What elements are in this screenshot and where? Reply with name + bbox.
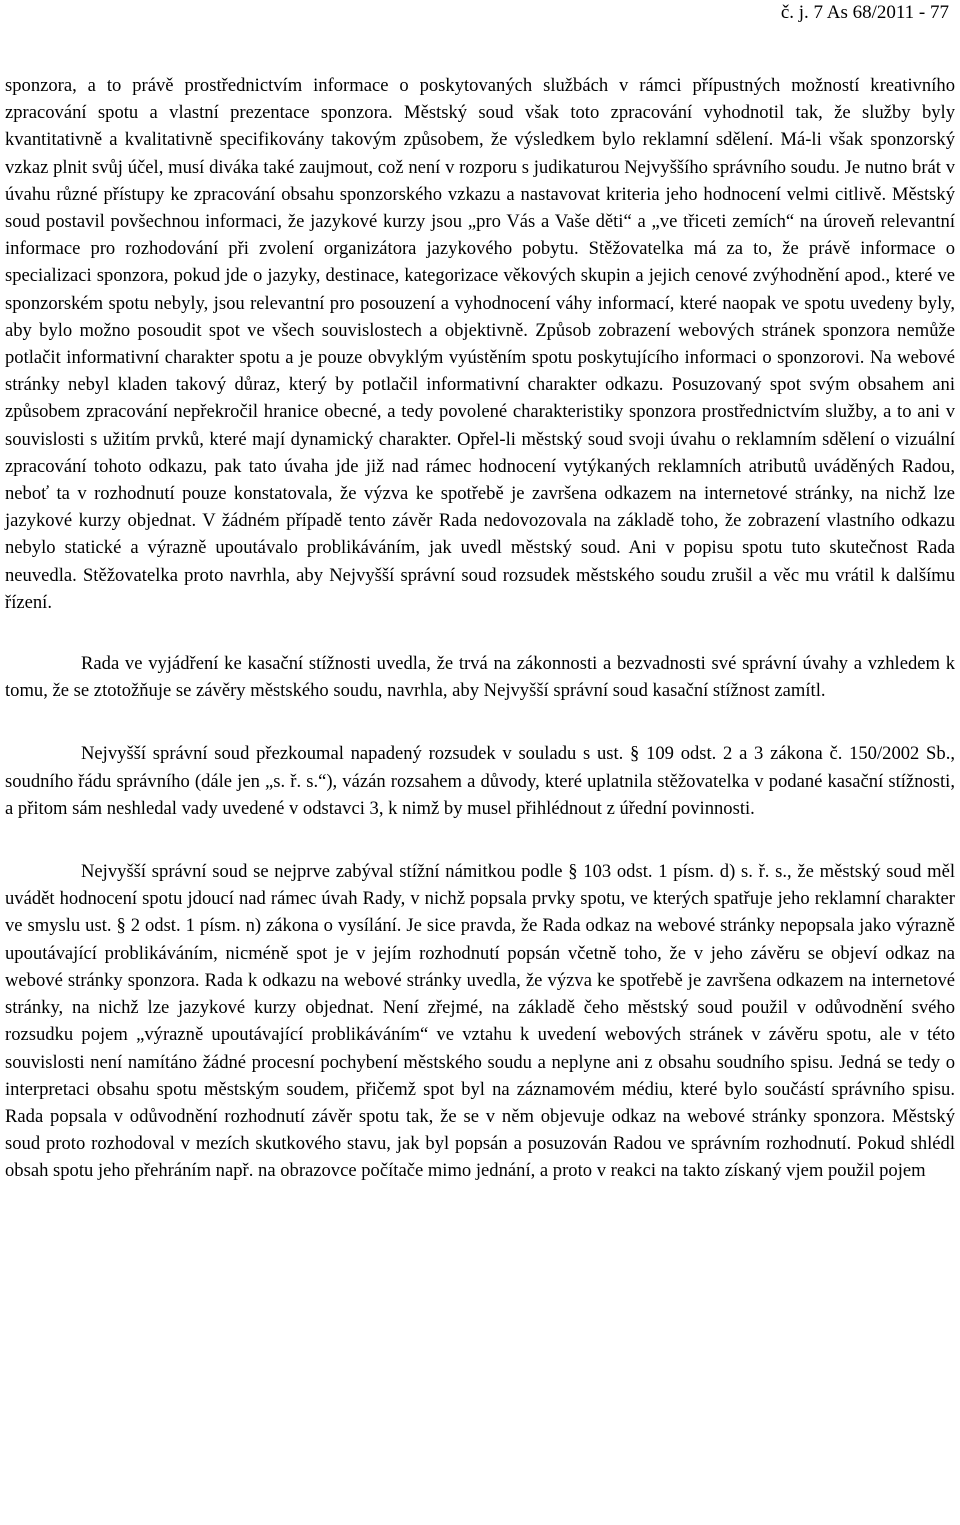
document-body [5, 72, 955, 1221]
document-page [5, 0, 955, 1525]
case-number-header: č. j. 7 As 68/2011 - 77 [780, 2, 949, 23]
paragraph-4: Nejvyšší správní soud se nejprve zabýval stížní námitkou podle § 103 odst. 1 písm. d) s. ř. s., že městský soud měl uvádět hodnocení spotu jdoucí nad rámec úvah Rady, v nichž popsala prvky spotu, ve kterých spatřuje jeho reklamní charakter ve smyslu ust. § 2 odst. 1 písm. n) zákona o vysílání. Je sice pravda, že Rada odkaz na webové stránky nepopsala jako výrazně upoutávající problikáváním, nicméně spot je v jejím rozhodnutí popsán včetně toho, že v jeho závěru se objeví odkaz na webové stránky sponzora. Rada k odkazu na webové stránky uvedla, že výzva ke spotřebě je završena odkazem na internetové stránky, na nichž lze jazykové kurzy objednat. Není zřejmé, na základě čeho městský soud použil v odůvodnění svého rozsudku pojem „výrazně upoutávající problikáváním“ ve vztahu k uvedení webových stránek v závěru spotu, ale v této souvislosti není namítáno žádné procesní pochybení městského soudu a neplyne ani z obsahu soudního spisu. Jedná se tedy o interpretaci obsahu spotu městským soudem, přičemž spot byl na záznamovém médiu, které bylo součástí správního spisu. Rada popsala v odůvodnění rozhodnutí závěr spotu tak, že se v něm objevuje odkaz na webové stránky sponzora. Městský soud proto rozhodoval v mezích skutkového stavu, jak byl popsán a posuzován Radou ve správním rozhodnutí. Pokud shlédl obsah spotu jeho přehráním např. na obrazovce počítače mimo jednání, a proto v reakci na takto získaný vjem použil pojem [5, 861, 955, 1182]
paragraph-3: Nejvyšší správní soud přezkoumal napadený rozsudek v souladu s ust. § 109 odst. 2 a 3 zákona č. 150/2002 Sb., soudního řádu správního (dále jen „s. ř. s.“), vázán rozsahem a důvody, které uplatnila stěžovatelka v podané kasační stížnosti, a přitom sám neshledal vady uvedené v odstavci 3, k nimž by musel přihlédnout z úřední povinnosti. [5, 743, 955, 819]
paragraph-1: sponzora, a to právě prostřednictvím informace o poskytovaných službách v rámci přípustných možností kreativního zpracování spotu a vlastní prezentace sponzora. Městský soud však toto zpracování vyhodnotil tak, že služby byly kvantitativně a kvalitativně specifikovány takovým způsobem, že výsledkem bylo reklamní sdělení. Má-li však sponzorský vzkaz plnit svůj účel, musí diváka také zaujmout, což není v rozporu s judikaturou Nejvyššího správního soudu. Je nutno brát v úvahu různé přístupy ke zpracování obsahu sponzorského vzkazu a nastavovat kriteria jeho hodnocení velmi citlivě. Městský soud postavil povšechnou informaci, že jazykové kurzy jsou „pro Vás a Vaše děti“ a „ve třiceti zemích“ na úroveň relevantní informace pro rozhodování při zvolení organizátora jazykového pobytu. Stěžovatelka má za to, že právě informace o specializaci sponzora, pokud jde o jazyky, destinace, kategorizace věkových skupin a jejich cenové zvýhodnění apod., které ve sponzorském spotu nebyly, jsou relevantní pro posouzení a vyhodnocení váhy informací, které naopak ve spotu uvedeny byly, aby bylo možno posoudit spot ve všech souvislostech a objektivně. Způsob zobrazení webových stránek sponzora nemůže potlačit informativní charakter spotu a je pouze obvyklým vyústěním spotu poskytujícího informaci o sponzorovi. Na webové stránky nebyl kladen takový důraz, který by potlačil informativní charakter odkazu. Posuzovaný spot svým obsahem ani způsobem zpracování nepřekročil hranice obecné, a tedy povolené charakteristiky sponzora prostřednictvím služby, a to ani v souvislosti s užitím prvků, které mají dynamický charakter. Opřel-li městský soud svoji úvahu o reklamním sdělení o vizuální zpracování tohoto odkazu, pak tato úvaha jde již nad rámec hodnocení vytýkaných reklamních atributů uváděných Radou, neboť ta v rozhodnutí pouze konstatovala, že výzva ke spotřebě je završena odkazem na internetové stránky, na nichž lze jazykové kurzy objednat. V žádném případě tento závěr Rada nedovozovala na základě toho, že zobrazení vlastního odkazu nebylo statické a výrazně upoutávalo problikáváním, jak uvedl městský soud. Ani v popisu spotu tuto skutečnost Rada neuvedla. Stěžovatelka proto navrhla, aby Nejvyšší správní soud rozsudek městského soudu zrušil a věc mu vrátil k dalšímu řízení. [5, 75, 955, 613]
paragraph-2: Rada ve vyjádření ke kasační stížnosti uvedla, že trvá na zákonnosti a bezvadnosti své správní úvahy a vzhledem k tomu, že se ztotožňuje se závěry městského soudu, navrhla, aby Nejvyšší správní soud kasační stížnost zamítl. [5, 653, 955, 702]
